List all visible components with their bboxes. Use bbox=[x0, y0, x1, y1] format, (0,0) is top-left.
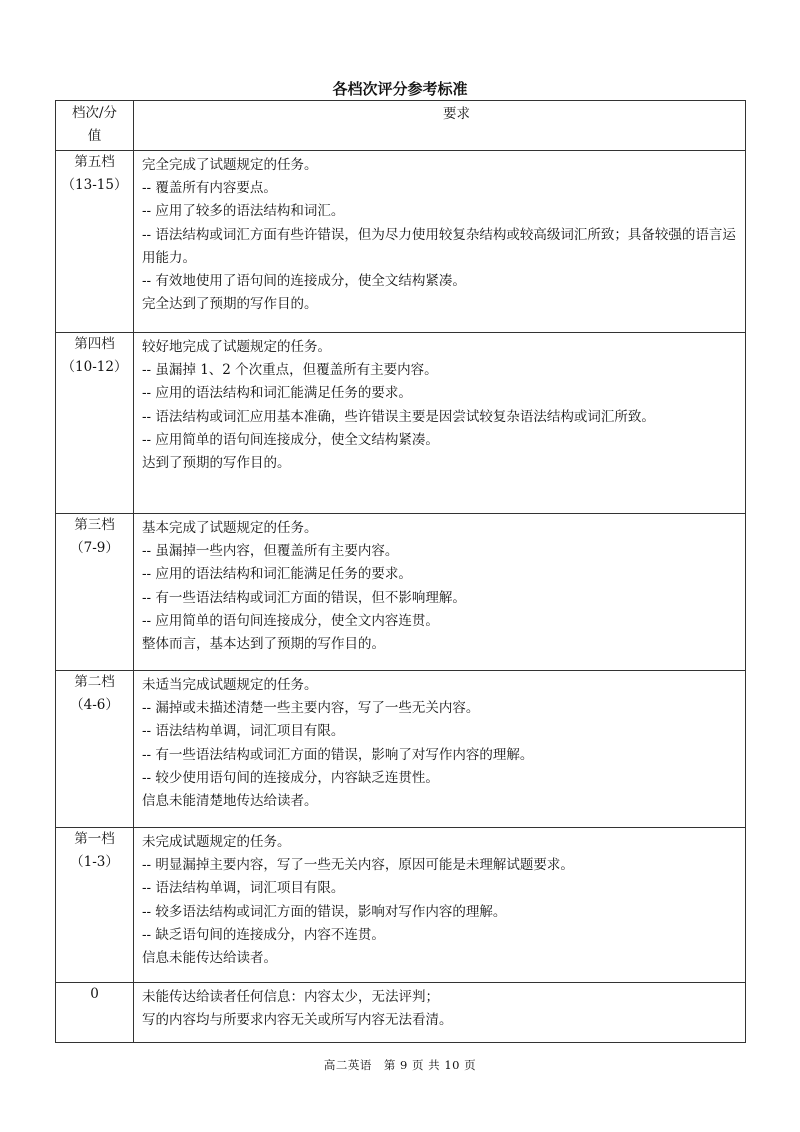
requirement-summary: 未适当完成试题规定的任务。 bbox=[142, 677, 318, 693]
grade-column-header bbox=[56, 101, 134, 151]
requirement-bullet: -- 语法结构或词汇方面有些许错误，但为尽力使用较复杂结构或较高级词汇所致；具备较强的语言运用能力。 bbox=[142, 224, 737, 270]
requirement-bullet: -- 有效地使用了语句间的连接成分，使全文结构紧凑。 bbox=[142, 270, 737, 293]
grade-range: （7-9） bbox=[70, 540, 119, 557]
grade-cell bbox=[56, 983, 134, 1043]
grade-cell bbox=[56, 671, 134, 828]
requirement-cell bbox=[134, 671, 746, 828]
page-title: 各档次评分参考标准 bbox=[332, 80, 468, 98]
table-header-row bbox=[56, 101, 746, 151]
requirement-bullet: -- 语法结构单调，词汇项目有限。 bbox=[142, 877, 737, 900]
scoring-rubric-table bbox=[55, 100, 746, 1043]
requirement-bullet: -- 缺乏语句间的连接成分，内容不连贯。 bbox=[142, 924, 737, 947]
requirement-summary: 基本完成了试题规定的任务。 bbox=[142, 520, 318, 536]
requirement-conclusion: 信息未能清楚地传达给读者。 bbox=[142, 793, 318, 810]
table-row bbox=[56, 514, 746, 671]
requirement-bullet: -- 明显漏掉主要内容，写了一些无关内容，原因可能是未理解试题要求。 bbox=[142, 854, 737, 877]
grade-header-line1: 档次/分 bbox=[71, 105, 118, 121]
table-row bbox=[56, 828, 746, 983]
requirement-bullet: -- 漏掉或未描述清楚一些主要内容，写了一些无关内容。 bbox=[142, 697, 737, 720]
requirement-summary: 较好地完成了试题规定的任务。 bbox=[142, 339, 331, 355]
requirement-column-header bbox=[134, 101, 746, 151]
requirement-bullet: -- 有一些语法结构或词汇方面的错误，但不影响理解。 bbox=[142, 587, 737, 610]
grade-name: 第四档 bbox=[74, 336, 115, 352]
requirement-cell bbox=[134, 151, 746, 333]
requirement-bullet: -- 应用的语法结构和词汇能满足任务的要求。 bbox=[142, 382, 737, 405]
requirement-bullet: -- 应用简单的语句间连接成分，使全文结构紧凑。 bbox=[142, 429, 737, 452]
requirement-line: 未能传达给读者任何信息：内容太少，无法评判； bbox=[142, 989, 439, 1005]
requirement-bullet: -- 较少使用语句间的连接成分，内容缺乏连贯性。 bbox=[142, 767, 737, 790]
requirement-line: 写的内容均与所要求内容无关或所写内容无法看清。 bbox=[142, 1012, 453, 1029]
requirement-conclusion: 信息未能传达给读者。 bbox=[142, 950, 277, 967]
table-row bbox=[56, 983, 746, 1043]
grade-name: 第二档 bbox=[74, 674, 115, 690]
grade-name: 第一档 bbox=[74, 831, 115, 847]
requirement-conclusion: 整体而言，基本达到了预期的写作目的。 bbox=[142, 636, 385, 653]
table-row bbox=[56, 151, 746, 333]
grade-range: （4-6） bbox=[70, 697, 119, 714]
grade-range: （10-12） bbox=[61, 359, 128, 376]
requirement-bullet: -- 应用了较多的语法结构和词汇。 bbox=[142, 200, 737, 223]
grade-header-line2: 值 bbox=[87, 128, 102, 145]
requirement-summary: 未完成试题规定的任务。 bbox=[142, 834, 291, 850]
requirement-bullet: -- 较多语法结构或词汇方面的错误，影响对写作内容的理解。 bbox=[142, 901, 737, 924]
requirement-bullet: -- 虽漏掉 1、2 个次重点，但覆盖所有主要内容。 bbox=[142, 359, 737, 382]
grade-cell bbox=[56, 333, 134, 514]
requirement-cell bbox=[134, 983, 746, 1043]
requirement-summary: 完全完成了试题规定的任务。 bbox=[142, 157, 318, 173]
grade-cell bbox=[56, 828, 134, 983]
grade-name: 0 bbox=[90, 986, 99, 1002]
requirement-bullet: -- 有一些语法结构或词汇方面的错误，影响了对写作内容的理解。 bbox=[142, 744, 737, 767]
requirement-bullet: -- 应用的语法结构和词汇能满足任务的要求。 bbox=[142, 563, 737, 586]
requirement-cell bbox=[134, 828, 746, 983]
requirement-bullet: -- 覆盖所有内容要点。 bbox=[142, 177, 737, 200]
requirement-cell bbox=[134, 333, 746, 514]
table-row bbox=[56, 333, 746, 514]
grade-range: （1-3） bbox=[70, 854, 119, 871]
requirement-bullet: -- 虽漏掉一些内容，但覆盖所有主要内容。 bbox=[142, 540, 737, 563]
requirement-bullet: -- 应用简单的语句间连接成分，使全文内容连贯。 bbox=[142, 610, 737, 633]
requirement-conclusion: 达到了预期的写作目的。 bbox=[142, 455, 291, 472]
grade-cell bbox=[56, 151, 134, 333]
requirement-bullet: -- 语法结构单调，词汇项目有限。 bbox=[142, 720, 737, 743]
table-row bbox=[56, 671, 746, 828]
grade-name: 第三档 bbox=[74, 517, 115, 533]
requirement-header-label: 要求 bbox=[443, 106, 470, 122]
requirement-bullet: -- 语法结构或词汇应用基本准确，些许错误主要是因尝试较复杂语法结构或词汇所致。 bbox=[142, 406, 737, 429]
page-footer: 高二英语 第 9 页 共 10 页 bbox=[323, 1058, 477, 1072]
requirement-conclusion: 完全达到了预期的写作目的。 bbox=[142, 296, 318, 313]
requirement-cell bbox=[134, 514, 746, 671]
grade-cell bbox=[56, 514, 134, 671]
grade-name: 第五档 bbox=[74, 154, 115, 170]
grade-range: （13-15） bbox=[61, 177, 128, 194]
